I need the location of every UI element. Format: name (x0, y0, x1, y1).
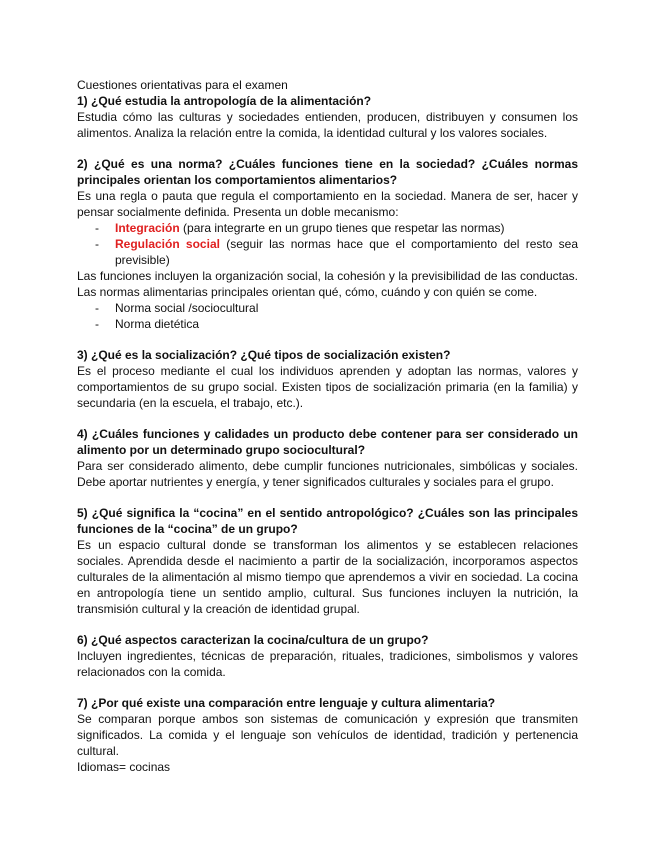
question-6 (77, 632, 578, 680)
question-heading: 7) ¿Por qué existe una comparación entre lenguaje y cultura alimentaria? (77, 696, 496, 710)
answer-note: Idiomas= cocinas (77, 760, 171, 774)
question-5 (77, 505, 578, 617)
list-item (77, 316, 578, 332)
answer-text: Es un espacio cultural donde se transforman los alimentos y se establecen relaciones sociales. Aprendida desde el nacimiento a partir de la socialización, incorporamos aspectos culturales de la alimentación al mismo tiempo que aprendemos a vivir en sociedad. La cocina en antropología tiene un sentido amplio, cultural. Sus funciones incluyen la nutrición, la transmisión cultural y la creación de identidad grupal. (77, 538, 578, 616)
answer-text: Las funciones incluyen la organización social, la cohesión y la previsibilidad de las conductas. Las normas alimentarias principales orientan qué, cómo, cuándo y con quién se come. (77, 269, 578, 299)
list-item (77, 300, 578, 316)
term-description: (seguir las normas hace que el comportamiento del resto sea previsible) (115, 237, 578, 267)
dash-bullet: - (95, 301, 99, 315)
question-1 (77, 93, 578, 141)
dash-bullet: - (95, 237, 99, 251)
question-heading: 2) ¿Qué es una norma? ¿Cuáles funciones tiene en la sociedad? ¿Cuáles normas principales orientan los comportamientos alimentarios? (77, 157, 578, 187)
answer-text: Es una regla o pauta que regula el comportamiento en la sociedad. Manera de ser, hacer y pensar socialmente definida. Presenta un doble mecanismo: (77, 189, 578, 219)
list-item (77, 220, 578, 236)
dash-bullet: - (95, 317, 99, 331)
question-heading: 5) ¿Qué significa la “cocina” en el sentido antropológico? ¿Cuáles son las principales funciones de la “cocina” de un grupo? (77, 506, 578, 536)
dash-bullet: - (95, 221, 99, 235)
answer-text: Para ser considerado alimento, debe cumplir funciones nutricionales, simbólicas y sociales. Debe aportar nutrientes y energía, y tener significados culturales y sociales para el grupo. (77, 459, 578, 489)
question-heading: 4) ¿Cuáles funciones y calidades un producto debe contener para ser considerado un alimento por un determinado grupo sociocultural? (77, 427, 578, 457)
question-4 (77, 426, 578, 490)
term-description: (para integrarte en un grupo tienes que respetar las normas) (179, 221, 505, 235)
document-page (77, 77, 578, 775)
question-heading: 3) ¿Qué es la socialización? ¿Qué tipos de socialización existen? (77, 348, 451, 362)
question-3 (77, 347, 578, 411)
question-heading: 1) ¿Qué estudia la antropología de la alimentación? (77, 94, 372, 108)
list-item-text: Norma dietética (115, 317, 200, 331)
list-item-text: Norma social /sociocultural (115, 301, 259, 315)
term-regulacion-social: Regulación social (115, 237, 220, 251)
question-2 (77, 156, 578, 332)
answer-text: Se comparan porque ambos son sistemas de comunicación y expresión que transmiten significados. La comida y el lenguaje son vehículos de identidad, tradición y pertenencia cultural. (77, 712, 578, 758)
question-7 (77, 695, 578, 775)
answer-text: Es el proceso mediante el cual los individuos aprenden y adoptan las normas, valores y comportamientos de su grupo social. Existen tipos de socialización primaria (en la familia) y secundaria (en la escuela, el trabajo, etc.). (77, 364, 578, 410)
norms-list (77, 300, 578, 332)
term-integracion: Integración (115, 221, 180, 235)
document-title: Cuestiones orientativas para el examen (77, 78, 288, 92)
list-item (77, 236, 578, 268)
mechanism-list (77, 220, 578, 268)
answer-text: Estudia cómo las culturas y sociedades entienden, producen, distribuyen y consumen los alimentos. Analiza la relación entre la comida, la identidad cultural y los valores sociales. (77, 110, 578, 140)
question-heading: 6) ¿Qué aspectos caracterizan la cocina/cultura de un grupo? (77, 633, 429, 647)
answer-text: Incluyen ingredientes, técnicas de preparación, rituales, tradiciones, simbolismos y valores relacionados con la comida. (77, 649, 578, 679)
